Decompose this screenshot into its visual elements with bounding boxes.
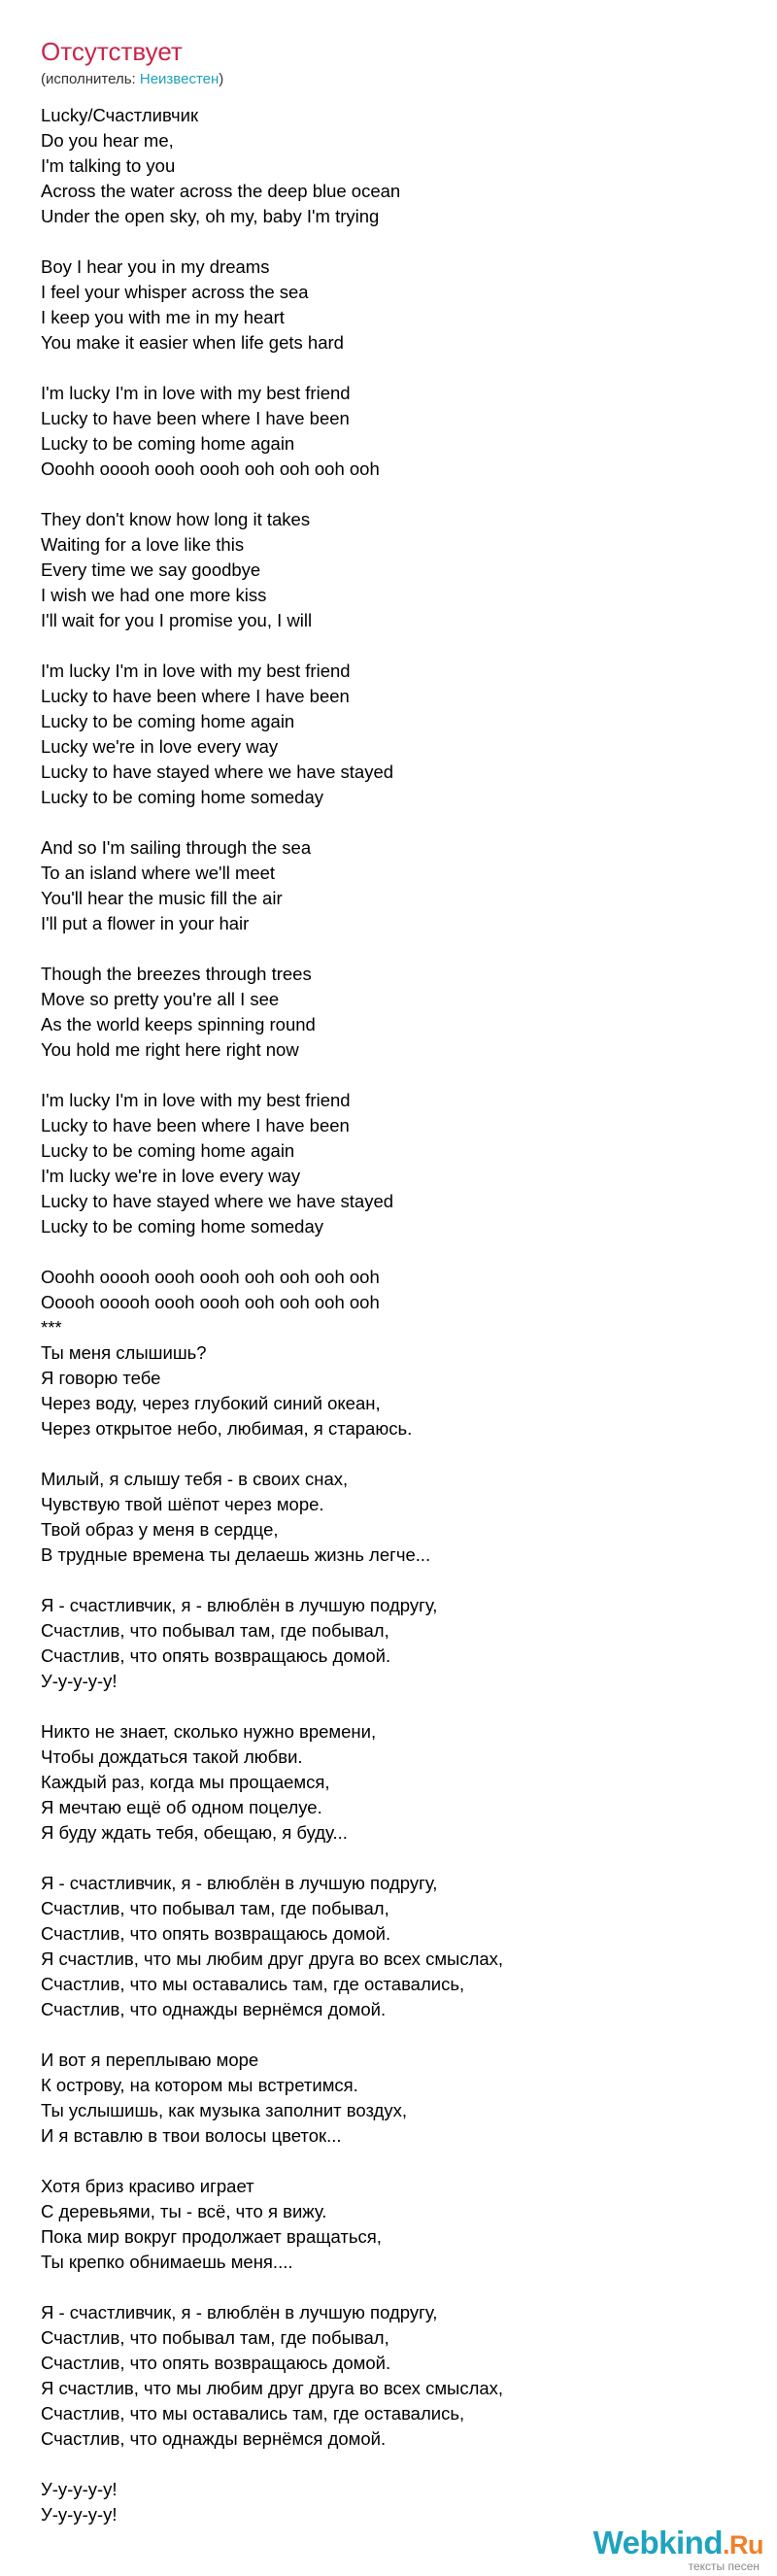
song-title: Отсутствует	[41, 37, 183, 66]
lyric-line: Счастлив, что однажды вернёмся домой.	[41, 1999, 387, 2019]
lyric-line: Твой образ у меня в сердце,	[41, 1519, 279, 1540]
lyric-line: Счастлив, что однажды вернёмся домой.	[41, 2428, 387, 2449]
lyric-line: Я говорю тебе	[41, 1368, 161, 1388]
stanza-gap	[41, 810, 740, 835]
lyric-line: I'm lucky I'm in love with my best friend	[41, 383, 351, 403]
lyric-line: As the world keeps spinning round	[41, 1014, 316, 1034]
logo-wordmark	[538, 2525, 763, 2562]
stanza-gap	[41, 356, 740, 381]
stanza-gap	[41, 633, 740, 659]
lyric-line: И вот я переплываю море	[41, 2050, 259, 2070]
lyric-line: Каждый раз, когда мы прощаемся,	[41, 1772, 330, 1792]
lyric-line: Do you hear me,	[41, 130, 174, 151]
site-logo[interactable]	[538, 2525, 763, 2572]
lyric-line: Счастлив, что опять возвращаюсь домой.	[41, 2353, 391, 2373]
stanza-gap	[41, 1441, 740, 1467]
lyric-line: И я вставлю в твои волосы цветок...	[41, 2125, 342, 2146]
lyric-line: Через открытое небо, любимая, я стараюсь.	[41, 1418, 413, 1439]
lyric-line: Чувствую твой шёпот через море.	[41, 1494, 324, 1514]
lyric-line: Я - счастливчик, я - влюблён в лучшую подругу,	[41, 1873, 438, 1893]
lyric-line: Я счастлив, что мы любим друг друга во всех смыслах,	[41, 1949, 504, 1969]
lyric-line: Я счастлив, что мы любим друг друга во всех смыслах,	[41, 2378, 504, 2398]
lyric-line: Счастлив, что опять возвращаюсь домой.	[41, 1923, 391, 1944]
lyric-line: Ты услышишь, как музыка заполнит воздух,	[41, 2100, 407, 2120]
lyric-line: And so I'm sailing through the sea	[41, 837, 312, 858]
lyric-line: Хотя бриз красиво играет	[41, 2176, 254, 2196]
lyric-line: Через воду, через глубокий синий океан,	[41, 1393, 381, 1413]
lyric-line: Lucky/Счастливчик	[41, 105, 199, 125]
artist-prefix: (исполнитель:	[41, 71, 140, 87]
artist-link[interactable]: Неизвестен	[139, 71, 220, 87]
lyric-line: Счастлив, что побывал там, где побывал,	[41, 1898, 389, 1918]
lyric-line: Я - счастливчик, я - влюблён в лучшую подругу,	[41, 2302, 438, 2322]
lyric-line: Счастлив, что побывал там, где побывал,	[41, 2327, 389, 2348]
stanza-gap	[41, 2149, 740, 2174]
lyric-line: У-у-у-у-у!	[41, 2504, 118, 2525]
lyric-line: Счастлив, что мы оставались там, где оставались,	[41, 2403, 465, 2423]
lyric-line: Though the breezes through trees	[41, 964, 312, 984]
lyric-line: Lucky to have been where I have been	[41, 408, 350, 428]
lyric-line: Пока мир вокруг продолжает вращаться,	[41, 2226, 382, 2247]
lyric-line: I'll wait for you I promise you, I will	[41, 610, 313, 630]
stanza-gap	[41, 1568, 740, 1593]
lyric-line: Under the open sky, oh my, baby I'm trying	[41, 206, 380, 226]
lyric-line: Lucky to have been where I have been	[41, 686, 350, 706]
lyric-line: У-у-у-у-у!	[41, 2479, 118, 2499]
lyric-line: Boy I hear you in my dreams	[41, 256, 270, 277]
lyric-line: I'm lucky I'm in love with my best friend	[41, 1090, 351, 1110]
lyric-line: Lucky to be coming home someday	[41, 1216, 324, 1237]
lyric-line: Я мечтаю ещё об одном поцелуе.	[41, 1797, 322, 1817]
lyric-line: I wish we had one more kiss	[41, 585, 267, 605]
stanza-gap	[41, 2275, 740, 2300]
stanza-gap	[41, 482, 740, 507]
lyric-line: You'll hear the music fill the air	[41, 888, 283, 908]
lyric-line: You hold me right here right now	[41, 1039, 299, 1060]
lyric-line: Lucky to have stayed where we have stayed	[41, 1191, 394, 1211]
lyric-line: Ooohh ooooh oooh oooh ooh ooh ooh ooh	[41, 1267, 380, 1287]
lyric-line: Счастлив, что мы оставались там, где оставались,	[41, 1974, 465, 1994]
artist-suffix: )	[219, 71, 224, 87]
stanza-gap	[41, 1239, 740, 1265]
lyric-line: Счастлив, что опять возвращаюсь домой.	[41, 1645, 391, 1666]
stanza-gap	[41, 2022, 740, 2048]
lyric-line: Я буду ждать тебя, обещаю, я буду...	[41, 1822, 348, 1843]
lyric-line: Я - счастливчик, я - влюблён в лучшую подругу,	[41, 1595, 438, 1615]
lyric-line: They don't know how long it takes	[41, 509, 311, 529]
lyric-line: I'm talking to you	[41, 155, 176, 176]
stanza-gap	[41, 1694, 740, 1719]
logo-tld: .Ru	[723, 2530, 763, 2559]
lyric-line: I feel your whisper across the sea	[41, 282, 309, 302]
logo-tagline: тексты песен	[688, 2559, 760, 2573]
artist-line	[41, 70, 223, 89]
lyric-line: С деревьями, ты - всё, что я вижу.	[41, 2201, 327, 2221]
lyric-line: В трудные времена ты делаешь жизнь легче...	[41, 1544, 431, 1565]
lyric-line: You make it easier when life gets hard	[41, 332, 344, 353]
lyric-line: I keep you with me in my heart	[41, 307, 285, 327]
lyric-line: Никто не знает, сколько нужно времени,	[41, 1721, 377, 1742]
lyric-line: I'm lucky we're in love every way	[41, 1166, 301, 1186]
stanza-gap	[41, 1063, 740, 1088]
lyric-line: Lucky to have been where I have been	[41, 1115, 350, 1135]
lyric-line: Lucky to be coming home again	[41, 711, 295, 731]
lyric-line: Ooohh ooooh oooh oooh ooh ooh ooh ooh	[41, 458, 380, 479]
lyric-line: ***	[41, 1317, 62, 1338]
lyric-line: Ты меня слышишь?	[41, 1342, 207, 1363]
lyric-line: Waiting for a love like this	[41, 534, 245, 555]
lyric-line: Ooooh ooooh oooh oooh ooh ooh ooh ooh	[41, 1292, 380, 1312]
lyric-line: Every time we say goodbye	[41, 559, 261, 580]
lyric-line: To an island where we'll meet	[41, 863, 276, 883]
lyric-line: К острову, на котором мы встретимся.	[41, 2075, 358, 2095]
lyric-line: Счастлив, что побывал там, где побывал,	[41, 1620, 389, 1641]
lyric-line: Lucky to have stayed where we have stayed	[41, 762, 394, 782]
lyric-line: Move so pretty you're all I see	[41, 989, 280, 1009]
lyric-line: Lucky to be coming home again	[41, 1140, 295, 1161]
lyrics-body	[41, 103, 740, 2527]
stanza-gap	[41, 229, 740, 254]
lyric-line: Lucky we're in love every way	[41, 736, 279, 757]
lyric-line: Lucky to be coming home someday	[41, 787, 324, 807]
lyric-line: Across the water across the deep blue ocean	[41, 181, 401, 201]
stanza-gap	[41, 2452, 740, 2477]
lyric-line: Ты крепко обнимаешь меня....	[41, 2252, 293, 2272]
logo-name: Webkind	[592, 2525, 723, 2560]
stanza-gap	[41, 1846, 740, 1871]
lyric-line: Чтобы дождаться такой любви.	[41, 1746, 303, 1767]
lyric-line: I'll put a flower in your hair	[41, 913, 250, 933]
lyric-line: Милый, я слышу тебя - в своих снах,	[41, 1469, 349, 1489]
lyric-line: У-у-у-у-у!	[41, 1671, 118, 1691]
stanza-gap	[41, 936, 740, 962]
lyric-line: I'm lucky I'm in love with my best friend	[41, 661, 351, 681]
lyric-line: Lucky to be coming home again	[41, 433, 295, 454]
